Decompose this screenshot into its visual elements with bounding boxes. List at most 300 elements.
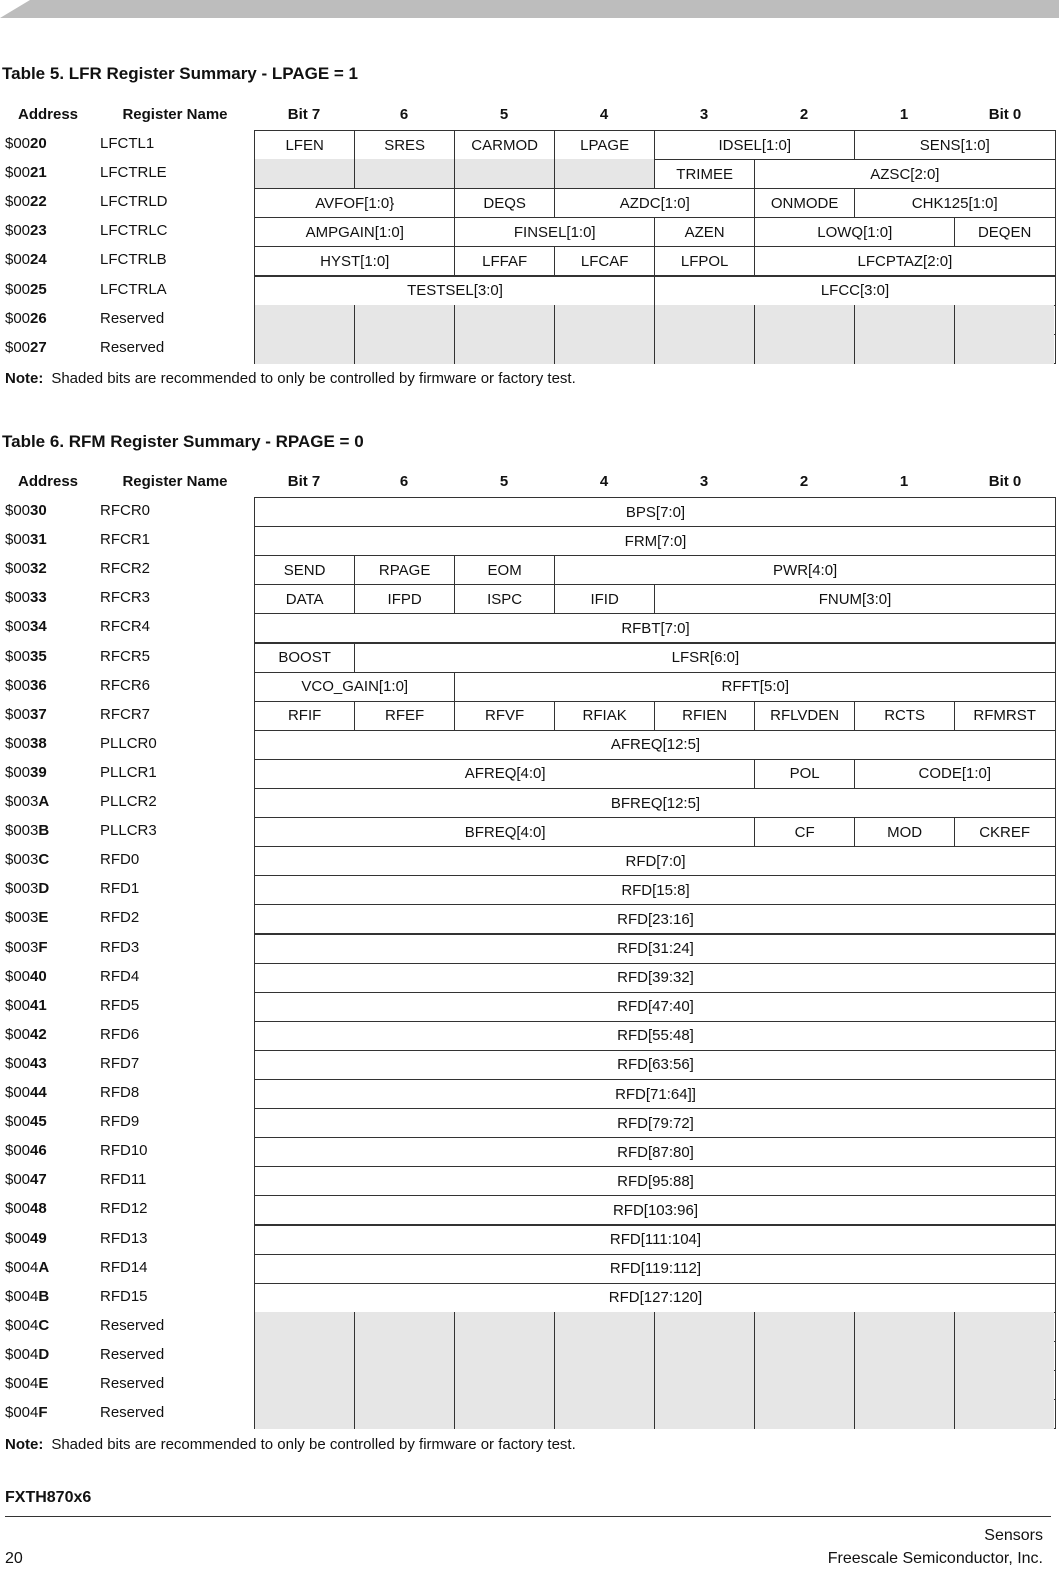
shaded-bit-cell [654, 1341, 754, 1371]
register-address [5, 822, 49, 839]
address-offset: 24 [30, 251, 47, 269]
register-address [5, 1288, 49, 1305]
register-address [5, 531, 47, 548]
bit-field-cell: BFREQ[12:5] [254, 788, 1056, 818]
table-5-title: Table 5. LFR Register Summary - LPAGE = 1 [2, 64, 358, 83]
address-offset: 20 [30, 135, 47, 152]
register-address [5, 310, 47, 327]
bit-field-cell: SRES [354, 130, 454, 160]
register-address [5, 1346, 49, 1363]
register-address [5, 222, 47, 239]
register-name: PLLCR1 [100, 763, 157, 781]
bit-field-cell: RFD[7:0] [254, 846, 1056, 876]
address-prefix: $00 [5, 164, 31, 182]
bit-field-cell: LFEN [254, 130, 354, 160]
address-prefix: $003 [5, 880, 39, 898]
note-label: Note: [5, 370, 44, 387]
address-prefix: $004 [5, 1404, 39, 1422]
address-prefix: $004 [5, 1258, 39, 1276]
address-prefix: $00 [5, 135, 31, 152]
note-text: Shaded bits are recommended to only be controlled by firmware or factory test. [51, 1436, 576, 1453]
bit-field-cell: RFIEN [654, 701, 754, 731]
address-prefix: $00 [5, 967, 31, 985]
shaded-bit-cell [554, 159, 654, 189]
register-name: Reserved [100, 309, 165, 327]
address-offset: 49 [30, 1229, 47, 1247]
bit-field-cell: RFD[31:24] [254, 934, 1056, 964]
address-offset: B [38, 822, 50, 840]
address-prefix: $00 [5, 280, 31, 298]
address-offset: F [38, 938, 48, 956]
address-prefix: $00 [5, 589, 31, 607]
register-address [5, 1171, 47, 1188]
shaded-bit-cell [954, 1370, 1054, 1400]
register-address [5, 793, 49, 810]
register-name: RFD11 [100, 1171, 147, 1189]
bit-field-cell: AZEN [654, 217, 754, 247]
address-prefix: $00 [5, 1054, 31, 1072]
bit-field-cell: RFD[103:96] [254, 1195, 1056, 1225]
address-offset: C [38, 1316, 50, 1334]
address-prefix: $00 [5, 734, 31, 752]
register-address [5, 1026, 47, 1043]
address-prefix: $00 [5, 1113, 31, 1131]
bit-field-cell: RPAGE [354, 555, 454, 585]
register-name: Reserved [100, 338, 165, 356]
address-offset: 36 [30, 676, 47, 694]
bit-field-cell: RFVF [454, 701, 554, 731]
shaded-bit-cell [254, 1399, 354, 1429]
address-prefix: $003 [5, 793, 39, 810]
bit-field-cell: RFIF [254, 701, 354, 731]
bit-field-cell: BPS[7:0] [254, 497, 1056, 527]
register-address [5, 1113, 47, 1130]
register-name: Reserved [100, 1316, 165, 1334]
register-name: RFD8 [100, 1084, 140, 1101]
bit-field-cell: FRM[7:0] [254, 526, 1056, 556]
column-header: 5 [499, 106, 509, 123]
register-name: RFCR5 [100, 647, 151, 665]
register-address [5, 502, 47, 519]
address-offset: 31 [30, 531, 47, 549]
address-prefix: $00 [5, 1142, 31, 1160]
address-offset: 41 [30, 996, 47, 1014]
address-prefix: $00 [5, 1200, 31, 1218]
register-name: RFD0 [100, 851, 140, 869]
address-prefix: $00 [5, 1171, 31, 1189]
address-prefix: $00 [5, 676, 31, 694]
address-prefix: $00 [5, 531, 31, 549]
bit-field-cell: FNUM[3:0] [654, 584, 1055, 614]
column-header: 4 [599, 473, 609, 490]
bit-field-cell: AMPGAIN[1:0] [254, 217, 455, 247]
bit-field-cell: RFD[71:64]] [254, 1079, 1056, 1109]
shaded-bit-cell [754, 334, 854, 364]
bit-field-cell: RFD[111:104] [254, 1225, 1056, 1255]
address-offset: 42 [30, 1025, 47, 1043]
address-offset: 21 [30, 164, 47, 182]
shaded-bit-cell [654, 334, 754, 364]
address-prefix: $00 [5, 618, 31, 636]
register-name: RFD7 [100, 1054, 140, 1072]
register-address [5, 339, 47, 356]
register-address [5, 560, 47, 577]
register-name: RFD3 [100, 938, 140, 956]
register-address [5, 677, 47, 694]
bit-field-cell: CARMOD [454, 130, 554, 160]
bit-field-cell: HYST[1:0] [254, 246, 455, 276]
address-prefix: $00 [5, 222, 31, 240]
register-name: LFCTRLE [100, 164, 167, 182]
register-name: RFCR1 [100, 531, 151, 549]
address-prefix: $00 [5, 560, 31, 578]
register-address [5, 735, 47, 752]
shaded-bit-cell [254, 1370, 354, 1400]
register-address [5, 939, 48, 956]
address-offset: 27 [30, 338, 47, 356]
bit-field-cell: RFD[79:72] [254, 1108, 1056, 1138]
shaded-bit-cell [254, 305, 354, 335]
register-name: RFD10 [100, 1142, 148, 1160]
bit-field-cell: LPAGE [554, 130, 654, 160]
bit-field-cell: RFD[15:8] [254, 875, 1056, 905]
address-offset: 48 [30, 1200, 47, 1218]
address-offset: 46 [30, 1142, 47, 1160]
register-name: RFD9 [100, 1113, 140, 1131]
address-offset: A [38, 1258, 50, 1276]
bit-field-cell: SEND [254, 555, 354, 585]
address-offset: 34 [30, 618, 47, 636]
document-id: FXTH870x6 [5, 1489, 92, 1506]
bit-field-cell: RFMRST [954, 701, 1054, 731]
register-name: PLLCR2 [100, 793, 157, 810]
register-address [5, 1055, 47, 1072]
register-name: RFD15 [100, 1287, 148, 1305]
register-address [5, 968, 47, 985]
column-header: 1 [899, 106, 909, 123]
bit-field-cell: RCTS [854, 701, 954, 731]
bit-field-cell: LFPOL [654, 246, 754, 276]
register-address [5, 1259, 49, 1276]
bit-field-cell: RFD[39:32] [254, 963, 1056, 993]
bit-field-cell: TRIMEE [654, 159, 754, 189]
column-header: 4 [599, 106, 609, 123]
bit-field-cell: RFD[127:120] [254, 1283, 1056, 1313]
register-address [5, 589, 47, 606]
footer-divider [5, 1516, 1051, 1517]
note-text: Shaded bits are recommended to only be controlled by firmware or factory test. [51, 370, 576, 387]
register-address [5, 251, 47, 268]
address-prefix: $00 [5, 763, 31, 781]
register-address [5, 1375, 48, 1392]
register-address [5, 909, 48, 926]
register-name: RFD14 [100, 1258, 148, 1276]
bit-field-cell: LFSR[6:0] [354, 643, 1056, 673]
bit-field-cell: DEQS [454, 188, 554, 218]
register-name: LFCTRLA [100, 280, 167, 298]
column-header: Address [17, 473, 79, 490]
shaded-bit-cell [454, 1370, 554, 1400]
bit-field-cell: AFREQ[4:0] [254, 759, 755, 789]
address-prefix: $004 [5, 1287, 39, 1305]
register-address [5, 193, 47, 210]
bit-field-cell: AFREQ[12:5] [254, 730, 1056, 760]
address-prefix: $003 [5, 851, 39, 869]
register-name: PLLCR3 [100, 822, 157, 840]
address-offset: 32 [30, 560, 47, 578]
register-address [5, 764, 47, 781]
address-offset: E [38, 1375, 49, 1392]
register-name: RFCR4 [100, 618, 151, 636]
column-header: Register Name [122, 106, 228, 123]
register-name: RFD13 [100, 1229, 148, 1247]
column-header: Address [17, 106, 79, 123]
column-header: 6 [399, 106, 409, 123]
register-address [5, 281, 47, 298]
register-address [5, 997, 47, 1014]
bit-field-cell: LFCC[3:0] [654, 276, 1055, 306]
bit-field-cell: CODE[1:0] [854, 759, 1055, 789]
column-header: 3 [699, 106, 709, 123]
shaded-bit-cell [354, 1370, 454, 1400]
address-offset: 43 [30, 1054, 47, 1072]
register-address [5, 164, 47, 181]
bit-field-cell: RFD[47:40] [254, 992, 1056, 1022]
register-name: Reserved [100, 1375, 165, 1392]
bit-field-cell: CKREF [954, 817, 1054, 847]
address-offset: 35 [30, 647, 47, 665]
column-header: 1 [899, 473, 909, 490]
column-header: Bit 7 [287, 106, 321, 123]
register-name: RFD5 [100, 996, 140, 1014]
address-offset: E [38, 909, 49, 927]
shaded-bit-cell [954, 1399, 1054, 1429]
shaded-bit-cell [454, 334, 554, 364]
register-address [5, 1317, 49, 1334]
address-offset: B [38, 1287, 50, 1305]
table-5-note [5, 370, 576, 387]
shaded-bit-cell [354, 305, 454, 335]
bit-field-cell: AZSC[2:0] [754, 159, 1055, 189]
shaded-bit-cell [354, 1399, 454, 1429]
shaded-bit-cell [554, 334, 654, 364]
address-offset: 47 [30, 1171, 47, 1189]
address-offset: 44 [30, 1084, 47, 1101]
register-name: RFD4 [100, 967, 140, 985]
register-name: LFCTL1 [100, 135, 155, 152]
shaded-bit-cell [754, 1341, 854, 1371]
shaded-bit-cell [654, 1370, 754, 1400]
column-header: 2 [799, 473, 809, 490]
register-name: RFD1 [100, 880, 140, 898]
shaded-bit-cell [254, 1341, 354, 1371]
shaded-bit-cell [454, 305, 554, 335]
register-address [5, 706, 47, 723]
address-offset: 25 [30, 280, 47, 298]
register-name: RFCR0 [100, 502, 151, 519]
shaded-bit-cell [254, 334, 354, 364]
register-name: PLLCR0 [100, 734, 157, 752]
register-name: LFCTRLC [100, 222, 168, 240]
register-name: RFCR2 [100, 560, 151, 578]
table-6-title: Table 6. RFM Register Summary - RPAGE = 0 [2, 432, 364, 451]
shaded-bit-cell [354, 334, 454, 364]
note-label: Note: [5, 1436, 44, 1453]
column-header: 3 [699, 473, 709, 490]
shaded-bit-cell [854, 334, 954, 364]
column-header: Bit 7 [287, 473, 321, 490]
shaded-bit-cell [854, 1312, 954, 1342]
bit-field-cell: ISPC [454, 584, 554, 614]
register-name: LFCTRLD [100, 193, 168, 211]
shaded-bit-cell [554, 1399, 654, 1429]
shaded-bit-cell [254, 1312, 354, 1342]
bit-field-cell: LFFAF [454, 246, 554, 276]
shaded-bit-cell [554, 305, 654, 335]
address-prefix: $00 [5, 193, 31, 211]
address-offset: 37 [30, 705, 47, 723]
address-offset: A [38, 793, 50, 810]
bit-field-cell: LOWQ[1:0] [754, 217, 955, 247]
shaded-bit-cell [454, 1312, 554, 1342]
bit-field-cell: RFFT[5:0] [454, 672, 1056, 702]
bit-field-cell: EOM [454, 555, 554, 585]
address-prefix: $00 [5, 1229, 31, 1247]
shaded-bit-cell [354, 159, 454, 189]
bit-field-cell: TESTSEL[3:0] [254, 276, 655, 306]
shaded-bit-cell [854, 1399, 954, 1429]
bit-field-cell: RFIAK [554, 701, 654, 731]
page-number: 20 [5, 1550, 23, 1567]
shaded-bit-cell [854, 305, 954, 335]
address-prefix: $004 [5, 1316, 39, 1334]
bit-field-cell: AZDC[1:0] [554, 188, 755, 218]
bit-field-cell: IDSEL[1:0] [654, 130, 855, 160]
address-offset: 30 [30, 502, 47, 519]
bit-field-cell: BFREQ[4:0] [254, 817, 755, 847]
bit-field-cell: MOD [854, 817, 954, 847]
bit-field-cell: RFBT[7:0] [254, 613, 1056, 643]
address-prefix: $004 [5, 1375, 39, 1392]
address-offset: F [38, 1404, 48, 1422]
bit-field-cell: LFCPTAZ[2:0] [754, 246, 1055, 276]
bit-field-cell: DATA [254, 584, 354, 614]
shaded-bit-cell [954, 305, 1054, 335]
bit-field-cell: SENS[1:0] [854, 130, 1055, 160]
column-header: 6 [399, 473, 409, 490]
address-prefix: $00 [5, 1084, 31, 1101]
register-address [5, 1084, 47, 1101]
bit-field-cell: AVFOF[1:0} [254, 188, 455, 218]
register-name: RFCR3 [100, 589, 151, 607]
register-name: Reserved [100, 1404, 165, 1422]
register-address [5, 1404, 48, 1421]
register-address [5, 1200, 47, 1217]
address-prefix: $003 [5, 938, 39, 956]
register-name: RFCR7 [100, 705, 151, 723]
register-name: LFCTRLB [100, 251, 167, 269]
address-prefix: $00 [5, 705, 31, 723]
address-offset: 45 [30, 1113, 47, 1131]
bit-field-cell: RFD[55:48] [254, 1021, 1056, 1051]
address-prefix: $00 [5, 1025, 31, 1043]
bit-field-cell: RFEF [354, 701, 454, 731]
bit-field-cell: RFD[95:88] [254, 1166, 1056, 1196]
bit-field-cell: RFLVDEN [754, 701, 854, 731]
address-offset: D [38, 1345, 50, 1363]
bit-field-cell: CHK125[1:0] [854, 188, 1055, 218]
shaded-bit-cell [454, 1341, 554, 1371]
shaded-bit-cell [354, 1341, 454, 1371]
address-offset: 33 [30, 589, 47, 607]
bit-field-cell: FINSEL[1:0] [454, 217, 655, 247]
register-address [5, 135, 47, 152]
address-prefix: $003 [5, 822, 39, 840]
column-header: Register Name [122, 473, 228, 490]
bit-field-cell: BOOST [254, 643, 354, 673]
register-address [5, 1230, 47, 1247]
address-prefix: $00 [5, 996, 31, 1014]
shaded-bit-cell [854, 1370, 954, 1400]
shaded-bit-cell [454, 1399, 554, 1429]
bit-field-cell: ONMODE [754, 188, 854, 218]
address-offset: 38 [30, 734, 47, 752]
register-name: RFCR6 [100, 676, 151, 694]
register-address [5, 880, 49, 897]
bit-field-cell: LFCAF [554, 246, 654, 276]
bit-field-cell: RFD[87:80] [254, 1137, 1056, 1167]
bit-field-cell: IFPD [354, 584, 454, 614]
bit-field-cell: IFID [554, 584, 654, 614]
address-offset: D [38, 880, 50, 898]
register-address [5, 618, 47, 635]
address-prefix: $00 [5, 338, 31, 356]
bit-field-cell: CF [754, 817, 854, 847]
register-address [5, 1142, 47, 1159]
address-offset: 40 [30, 967, 47, 985]
address-offset: 39 [30, 763, 47, 781]
address-prefix: $00 [5, 251, 31, 269]
shaded-bit-cell [754, 1312, 854, 1342]
address-prefix: $004 [5, 1345, 39, 1363]
shaded-bit-cell [754, 1399, 854, 1429]
shaded-bit-cell [254, 159, 354, 189]
register-name: RFD6 [100, 1025, 140, 1043]
column-header: Bit 0 [988, 473, 1022, 490]
column-header: Bit 0 [988, 106, 1022, 123]
register-name: RFD12 [100, 1200, 148, 1218]
shaded-bit-cell [554, 1370, 654, 1400]
shaded-bit-cell [654, 1399, 754, 1429]
register-name: Reserved [100, 1345, 165, 1363]
bit-field-cell: VCO_GAIN[1:0] [254, 672, 455, 702]
bit-field-cell: RFD[63:56] [254, 1050, 1056, 1080]
address-offset: 26 [30, 309, 47, 327]
bit-field-cell: RFD[23:16] [254, 904, 1056, 934]
shaded-bit-cell [954, 334, 1054, 364]
shaded-bit-cell [354, 1312, 454, 1342]
shaded-bit-cell [654, 305, 754, 335]
shaded-bit-cell [654, 1312, 754, 1342]
address-prefix: $00 [5, 309, 31, 327]
shaded-bit-cell [754, 1370, 854, 1400]
shaded-bit-cell [554, 1312, 654, 1342]
table-6-note [5, 1436, 576, 1453]
footer-section: Sensors [984, 1527, 1043, 1544]
header-decorative-bar [0, 0, 1059, 20]
register-address [5, 851, 49, 868]
bit-field-cell: RFD[119:112] [254, 1254, 1056, 1284]
